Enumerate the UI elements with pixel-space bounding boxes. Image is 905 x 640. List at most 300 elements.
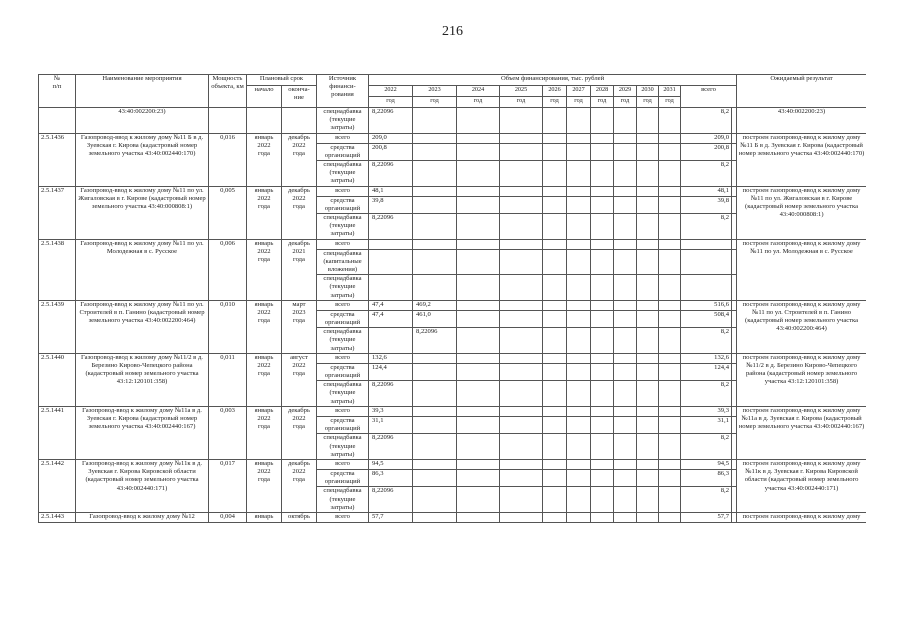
- entry-start: [247, 108, 282, 134]
- amount-2029: [614, 310, 637, 327]
- funding-source: средства организаций: [317, 416, 369, 433]
- amount-2023: [413, 133, 457, 143]
- amount-2030: [637, 214, 659, 240]
- amount-2022: [369, 328, 413, 354]
- amount-2022: 94,5: [369, 459, 413, 469]
- entry-start: январь 2022 года: [247, 133, 282, 186]
- amount-2022: 39,8: [369, 196, 413, 213]
- amount-2024: [457, 381, 500, 407]
- amount-2030: [637, 469, 659, 486]
- amount-2028: [591, 512, 614, 522]
- amount-2024: [457, 239, 500, 249]
- amount-2031: [659, 239, 681, 249]
- amount-2025: [500, 363, 543, 380]
- entry-number: 2.5.1438: [39, 239, 76, 300]
- funding-source: спецнадбавка (текущие затраты): [317, 214, 369, 240]
- amount-2026: [543, 196, 567, 213]
- table-row: [39, 406, 867, 416]
- amount-2022: 48,1: [369, 186, 413, 196]
- entry-number: 2.5.1442: [39, 459, 76, 512]
- entry-number: 2.5.1439: [39, 300, 76, 353]
- expected-result: построен газопровод-ввод к жилому дому №11 Б в д. Зуевская г. Кирова (кадастровый номер земельного участка 43:40:002440:170): [737, 133, 866, 186]
- expected-result: построен газопровод-ввод к жилому дому №11/2 в д. Березино Кирово-Чепецкого района (кадастровый номер земельного участка 43:12:120101:358): [737, 353, 866, 406]
- amount-2031: [659, 249, 681, 275]
- amount-2031: [659, 381, 681, 407]
- entry-start: январь 2022 года: [247, 300, 282, 353]
- amount-2029: [614, 363, 637, 380]
- header-no: № п/п: [39, 75, 76, 108]
- amount-2027: [567, 434, 591, 460]
- amount-2023: [413, 381, 457, 407]
- amount-2025: [500, 161, 543, 187]
- amount-2027: [567, 328, 591, 354]
- funding-source: спецнадбавка (текущие затраты): [317, 328, 369, 354]
- header-term: Плановый срок: [247, 75, 317, 86]
- amount-total: 48,1: [681, 186, 732, 196]
- amount-2024: [457, 108, 500, 134]
- amount-total: 124,4: [681, 363, 732, 380]
- table-row: [39, 239, 867, 249]
- funding-source: всего: [317, 459, 369, 469]
- amount-2022: 47,4: [369, 310, 413, 327]
- amount-2024: [457, 512, 500, 522]
- amount-2029: [614, 469, 637, 486]
- amount-2024: [457, 406, 500, 416]
- header-year-suffix: год: [413, 97, 457, 108]
- amount-2031: [659, 353, 681, 363]
- amount-2025: [500, 133, 543, 143]
- amount-2025: [500, 310, 543, 327]
- total-spacer: [732, 249, 737, 275]
- header-year-2022: 2022: [369, 86, 413, 97]
- amount-total: 132,6: [681, 353, 732, 363]
- funding-source: всего: [317, 353, 369, 363]
- header-name: Наименование мероприятия: [76, 75, 209, 108]
- amount-2023: [413, 434, 457, 460]
- amount-2030: [637, 300, 659, 310]
- amount-2030: [637, 434, 659, 460]
- amount-2022: 209,0: [369, 133, 413, 143]
- entry-end: март 2023 года: [282, 300, 317, 353]
- amount-2030: [637, 239, 659, 249]
- entry-name: 43:40:002200:23): [76, 108, 209, 134]
- amount-2031: [659, 143, 681, 160]
- amount-2028: [591, 239, 614, 249]
- amount-2024: [457, 469, 500, 486]
- header-year-2027: 2027: [567, 86, 591, 97]
- expected-result: построен газопровод-ввод к жилому дому №11а в д. Зуевская г. Кирова (кадастровый номер земельного участка 43:40:002440:167): [737, 406, 866, 459]
- total-spacer: [732, 161, 737, 187]
- amount-2023: [413, 214, 457, 240]
- amount-2025: [500, 406, 543, 416]
- funding-source: средства организаций: [317, 310, 369, 327]
- header-funding: Объем финансирования, тыс. рублей: [369, 75, 737, 86]
- funding-source: спецнадбавка (текущие затраты): [317, 275, 369, 301]
- entry-capacity: 0,005: [209, 186, 247, 239]
- amount-2023: [413, 416, 457, 433]
- amount-2030: [637, 487, 659, 513]
- entry-capacity: [209, 108, 247, 134]
- total-spacer: [732, 275, 737, 301]
- total-spacer: [732, 214, 737, 240]
- funding-source: средства организаций: [317, 469, 369, 486]
- entry-capacity: 0,010: [209, 300, 247, 353]
- amount-2026: [543, 328, 567, 354]
- entry-end: октябрь: [282, 512, 317, 522]
- amount-2022: 8,22096: [369, 108, 413, 134]
- expected-result: 43:40:002200:23): [737, 108, 866, 134]
- page-number: 216: [442, 24, 463, 39]
- amount-2029: [614, 143, 637, 160]
- entry-number: 2.5.1437: [39, 186, 76, 239]
- amount-2023: [413, 108, 457, 134]
- header-year-2031: 2031: [659, 86, 681, 97]
- amount-2027: [567, 143, 591, 160]
- finance-table-sheet: [38, 74, 866, 640]
- amount-2024: [457, 459, 500, 469]
- amount-total: 8,2: [681, 434, 732, 460]
- entry-start: январь: [247, 512, 282, 522]
- amount-2029: [614, 275, 637, 301]
- funding-source: всего: [317, 186, 369, 196]
- amount-2030: [637, 275, 659, 301]
- amount-2031: [659, 416, 681, 433]
- header-term-start: начало: [247, 86, 282, 108]
- amount-2025: [500, 249, 543, 275]
- amount-2029: [614, 300, 637, 310]
- total-spacer: [732, 469, 737, 486]
- amount-2026: [543, 239, 567, 249]
- entry-capacity: 0,003: [209, 406, 247, 459]
- entry-name: Газопровод-ввод к жилому дому №11 по ул. Молодежная в с. Русское: [76, 239, 209, 300]
- amount-2025: [500, 381, 543, 407]
- amount-2028: [591, 434, 614, 460]
- amount-2026: [543, 249, 567, 275]
- funding-source: всего: [317, 512, 369, 522]
- header-year-suffix: год: [659, 97, 681, 108]
- total-spacer: [732, 487, 737, 513]
- amount-2029: [614, 416, 637, 433]
- amount-2023: [413, 353, 457, 363]
- table-body: [39, 108, 867, 523]
- amount-total: 39,8: [681, 196, 732, 213]
- amount-2028: [591, 353, 614, 363]
- amount-2024: [457, 214, 500, 240]
- amount-total: [681, 249, 732, 275]
- amount-2025: [500, 512, 543, 522]
- amount-2029: [614, 239, 637, 249]
- total-spacer: [732, 363, 737, 380]
- amount-2023: [413, 186, 457, 196]
- header-year-suffix: год: [369, 97, 413, 108]
- entry-number: 2.5.1443: [39, 512, 76, 522]
- amount-2022: [369, 239, 413, 249]
- funding-source: всего: [317, 133, 369, 143]
- amount-2029: [614, 161, 637, 187]
- funding-source: всего: [317, 239, 369, 249]
- entry-name: Газопровод-ввод к жилому дому №11к в д. Зуевская г. Кирова Кировской области (кадастровый номер земельного участка 43:40:002440:171): [76, 459, 209, 512]
- amount-2023: [413, 469, 457, 486]
- entry-name: Газопровод-ввод к жилому дому №11 Б в д. Зуевская г. Кирова (кадастровый номер земельного участка 43:40:002440:170): [76, 133, 209, 186]
- amount-2026: [543, 108, 567, 134]
- amount-2027: [567, 239, 591, 249]
- amount-2026: [543, 416, 567, 433]
- amount-2031: [659, 512, 681, 522]
- amount-2027: [567, 353, 591, 363]
- amount-2027: [567, 300, 591, 310]
- header-capacity: Мощность объекта, км: [209, 75, 247, 108]
- entry-number: 2.5.1440: [39, 353, 76, 406]
- amount-2028: [591, 196, 614, 213]
- amount-2023: [413, 239, 457, 249]
- amount-2022: 86,3: [369, 469, 413, 486]
- amount-2025: [500, 416, 543, 433]
- amount-2022: 57,7: [369, 512, 413, 522]
- entry-end: [282, 108, 317, 134]
- amount-2029: [614, 406, 637, 416]
- amount-2029: [614, 133, 637, 143]
- amount-total: 31,1: [681, 416, 732, 433]
- amount-2024: [457, 434, 500, 460]
- amount-2024: [457, 416, 500, 433]
- header-year-2029: 2029: [614, 86, 637, 97]
- amount-2029: [614, 434, 637, 460]
- amount-2031: [659, 133, 681, 143]
- amount-2025: [500, 143, 543, 160]
- amount-2023: [413, 161, 457, 187]
- amount-2024: [457, 328, 500, 354]
- amount-2029: [614, 108, 637, 134]
- amount-2031: [659, 214, 681, 240]
- finance-table: [38, 74, 866, 523]
- amount-total: 57,7: [681, 512, 732, 522]
- amount-total: 94,5: [681, 459, 732, 469]
- amount-2029: [614, 196, 637, 213]
- amount-2027: [567, 406, 591, 416]
- amount-2024: [457, 161, 500, 187]
- entry-end: декабрь 2022 года: [282, 406, 317, 459]
- table-row: [39, 459, 867, 469]
- entry-number: [39, 108, 76, 134]
- header-total: всего: [681, 86, 737, 108]
- amount-total: 8,2: [681, 108, 732, 134]
- expected-result: построен газопровод-ввод к жилому дому №11к в д. Зуевская г. Кирова Кировской области (кадастровый номер земельного участка 43:40:002440:171): [737, 459, 866, 512]
- amount-2022: 47,4: [369, 300, 413, 310]
- amount-total: 8,2: [681, 161, 732, 187]
- amount-2030: [637, 406, 659, 416]
- amount-total: [681, 275, 732, 301]
- entry-end: декабрь 2021 года: [282, 239, 317, 300]
- amount-2024: [457, 249, 500, 275]
- amount-2025: [500, 459, 543, 469]
- amount-2028: [591, 310, 614, 327]
- amount-2026: [543, 275, 567, 301]
- header-year-2028: 2028: [591, 86, 614, 97]
- total-spacer: [732, 196, 737, 213]
- amount-2029: [614, 249, 637, 275]
- expected-result: построен газопровод-ввод к жилому дому №11 по ул. Строителей в п. Ганино (кадастровый номер земельного участка 43:40:002200:464): [737, 300, 866, 353]
- amount-2023: [413, 406, 457, 416]
- amount-2026: [543, 512, 567, 522]
- amount-2022: 39,3: [369, 406, 413, 416]
- header-year-suffix: год: [591, 97, 614, 108]
- amount-2025: [500, 186, 543, 196]
- amount-2029: [614, 353, 637, 363]
- funding-source: средства организаций: [317, 143, 369, 160]
- table-row: [39, 512, 867, 522]
- header-year-suffix: год: [567, 97, 591, 108]
- amount-2030: [637, 108, 659, 134]
- funding-source: всего: [317, 300, 369, 310]
- amount-2027: [567, 186, 591, 196]
- amount-2029: [614, 459, 637, 469]
- amount-2028: [591, 487, 614, 513]
- amount-2023: [413, 196, 457, 213]
- continuation-row: [39, 108, 867, 134]
- amount-2025: [500, 239, 543, 249]
- amount-2026: [543, 487, 567, 513]
- table-row: [39, 300, 867, 310]
- amount-2024: [457, 310, 500, 327]
- amount-2028: [591, 406, 614, 416]
- amount-2025: [500, 214, 543, 240]
- total-spacer: [732, 416, 737, 433]
- amount-2024: [457, 143, 500, 160]
- amount-2026: [543, 459, 567, 469]
- funding-source: спецнадбавка (текущие затраты): [317, 434, 369, 460]
- amount-2028: [591, 328, 614, 354]
- amount-2027: [567, 161, 591, 187]
- amount-2027: [567, 196, 591, 213]
- amount-2022: [369, 249, 413, 275]
- amount-2023: 461,0: [413, 310, 457, 327]
- entry-start: январь 2022 года: [247, 186, 282, 239]
- entry-capacity: 0,011: [209, 353, 247, 406]
- funding-source: спецнадбавка (текущие затраты): [317, 161, 369, 187]
- table-header: [39, 75, 867, 108]
- amount-2027: [567, 249, 591, 275]
- amount-2030: [637, 381, 659, 407]
- expected-result: построен газопровод-ввод к жилому дому №11 по ул. Молодежная в с. Русское: [737, 239, 866, 300]
- header-term-end: оконча- ние: [282, 86, 317, 108]
- total-spacer: [732, 434, 737, 460]
- amount-2029: [614, 381, 637, 407]
- amount-2031: [659, 487, 681, 513]
- total-spacer: [732, 310, 737, 327]
- amount-2023: [413, 275, 457, 301]
- header-source: Источник финанси- рования: [317, 75, 369, 108]
- header-year-2030: 2030: [637, 86, 659, 97]
- amount-2030: [637, 249, 659, 275]
- amount-2026: [543, 143, 567, 160]
- amount-2029: [614, 487, 637, 513]
- entry-name: Газопровод-ввод к жилому дому №12: [76, 512, 209, 522]
- entry-start: январь 2022 года: [247, 239, 282, 300]
- amount-2026: [543, 300, 567, 310]
- amount-2030: [637, 459, 659, 469]
- amount-2030: [637, 416, 659, 433]
- amount-2030: [637, 328, 659, 354]
- amount-2027: [567, 214, 591, 240]
- amount-2031: [659, 310, 681, 327]
- amount-2026: [543, 310, 567, 327]
- amount-2027: [567, 512, 591, 522]
- amount-2025: [500, 275, 543, 301]
- amount-2026: [543, 133, 567, 143]
- amount-2023: 469,2: [413, 300, 457, 310]
- amount-2031: [659, 406, 681, 416]
- amount-2028: [591, 249, 614, 275]
- entry-name: Газопровод-ввод к жилому дому №11а в д. Зуевская г. Кирова (кадастровый номер земельного участка 43:40:002440:167): [76, 406, 209, 459]
- amount-2027: [567, 381, 591, 407]
- amount-2024: [457, 196, 500, 213]
- amount-2026: [543, 434, 567, 460]
- funding-source: средства организаций: [317, 363, 369, 380]
- amount-2027: [567, 363, 591, 380]
- amount-total: 39,3: [681, 406, 732, 416]
- amount-total: 209,0: [681, 133, 732, 143]
- amount-total: 86,3: [681, 469, 732, 486]
- amount-2031: [659, 300, 681, 310]
- amount-2022: 8,22096: [369, 434, 413, 460]
- entry-name: Газопровод-ввод к жилому дому №11 по ул. Строителей в п. Ганино (кадастровый номер земельного участка 43:40:002200:464): [76, 300, 209, 353]
- amount-2028: [591, 381, 614, 407]
- amount-2027: [567, 459, 591, 469]
- amount-2023: [413, 143, 457, 160]
- amount-2025: [500, 300, 543, 310]
- amount-2025: [500, 353, 543, 363]
- amount-2024: [457, 133, 500, 143]
- amount-2026: [543, 469, 567, 486]
- funding-source: спецнадбавка (капитальные вложения): [317, 249, 369, 275]
- amount-total: 508,4: [681, 310, 732, 327]
- amount-2025: [500, 469, 543, 486]
- amount-2029: [614, 186, 637, 196]
- amount-2027: [567, 487, 591, 513]
- amount-2031: [659, 434, 681, 460]
- funding-source: спецнадбавка (текущие затраты): [317, 381, 369, 407]
- amount-2026: [543, 363, 567, 380]
- amount-2031: [659, 186, 681, 196]
- amount-2023: [413, 459, 457, 469]
- total-spacer: [732, 381, 737, 407]
- amount-2025: [500, 328, 543, 354]
- amount-2031: [659, 363, 681, 380]
- amount-2029: [614, 328, 637, 354]
- total-spacer: [732, 328, 737, 354]
- entry-number: 2.5.1441: [39, 406, 76, 459]
- amount-2031: [659, 328, 681, 354]
- amount-2031: [659, 108, 681, 134]
- amount-2030: [637, 512, 659, 522]
- amount-2030: [637, 363, 659, 380]
- amount-2025: [500, 196, 543, 213]
- expected-result: построен газопровод-ввод к жилому дому: [737, 512, 866, 522]
- amount-2026: [543, 186, 567, 196]
- funding-source: средства организаций: [317, 196, 369, 213]
- amount-2028: [591, 214, 614, 240]
- amount-2031: [659, 469, 681, 486]
- amount-2031: [659, 161, 681, 187]
- amount-2027: [567, 108, 591, 134]
- amount-2030: [637, 196, 659, 213]
- amount-2030: [637, 133, 659, 143]
- entry-start: январь 2022 года: [247, 459, 282, 512]
- entry-end: декабрь 2022 года: [282, 186, 317, 239]
- amount-2027: [567, 133, 591, 143]
- amount-2024: [457, 353, 500, 363]
- amount-2026: [543, 406, 567, 416]
